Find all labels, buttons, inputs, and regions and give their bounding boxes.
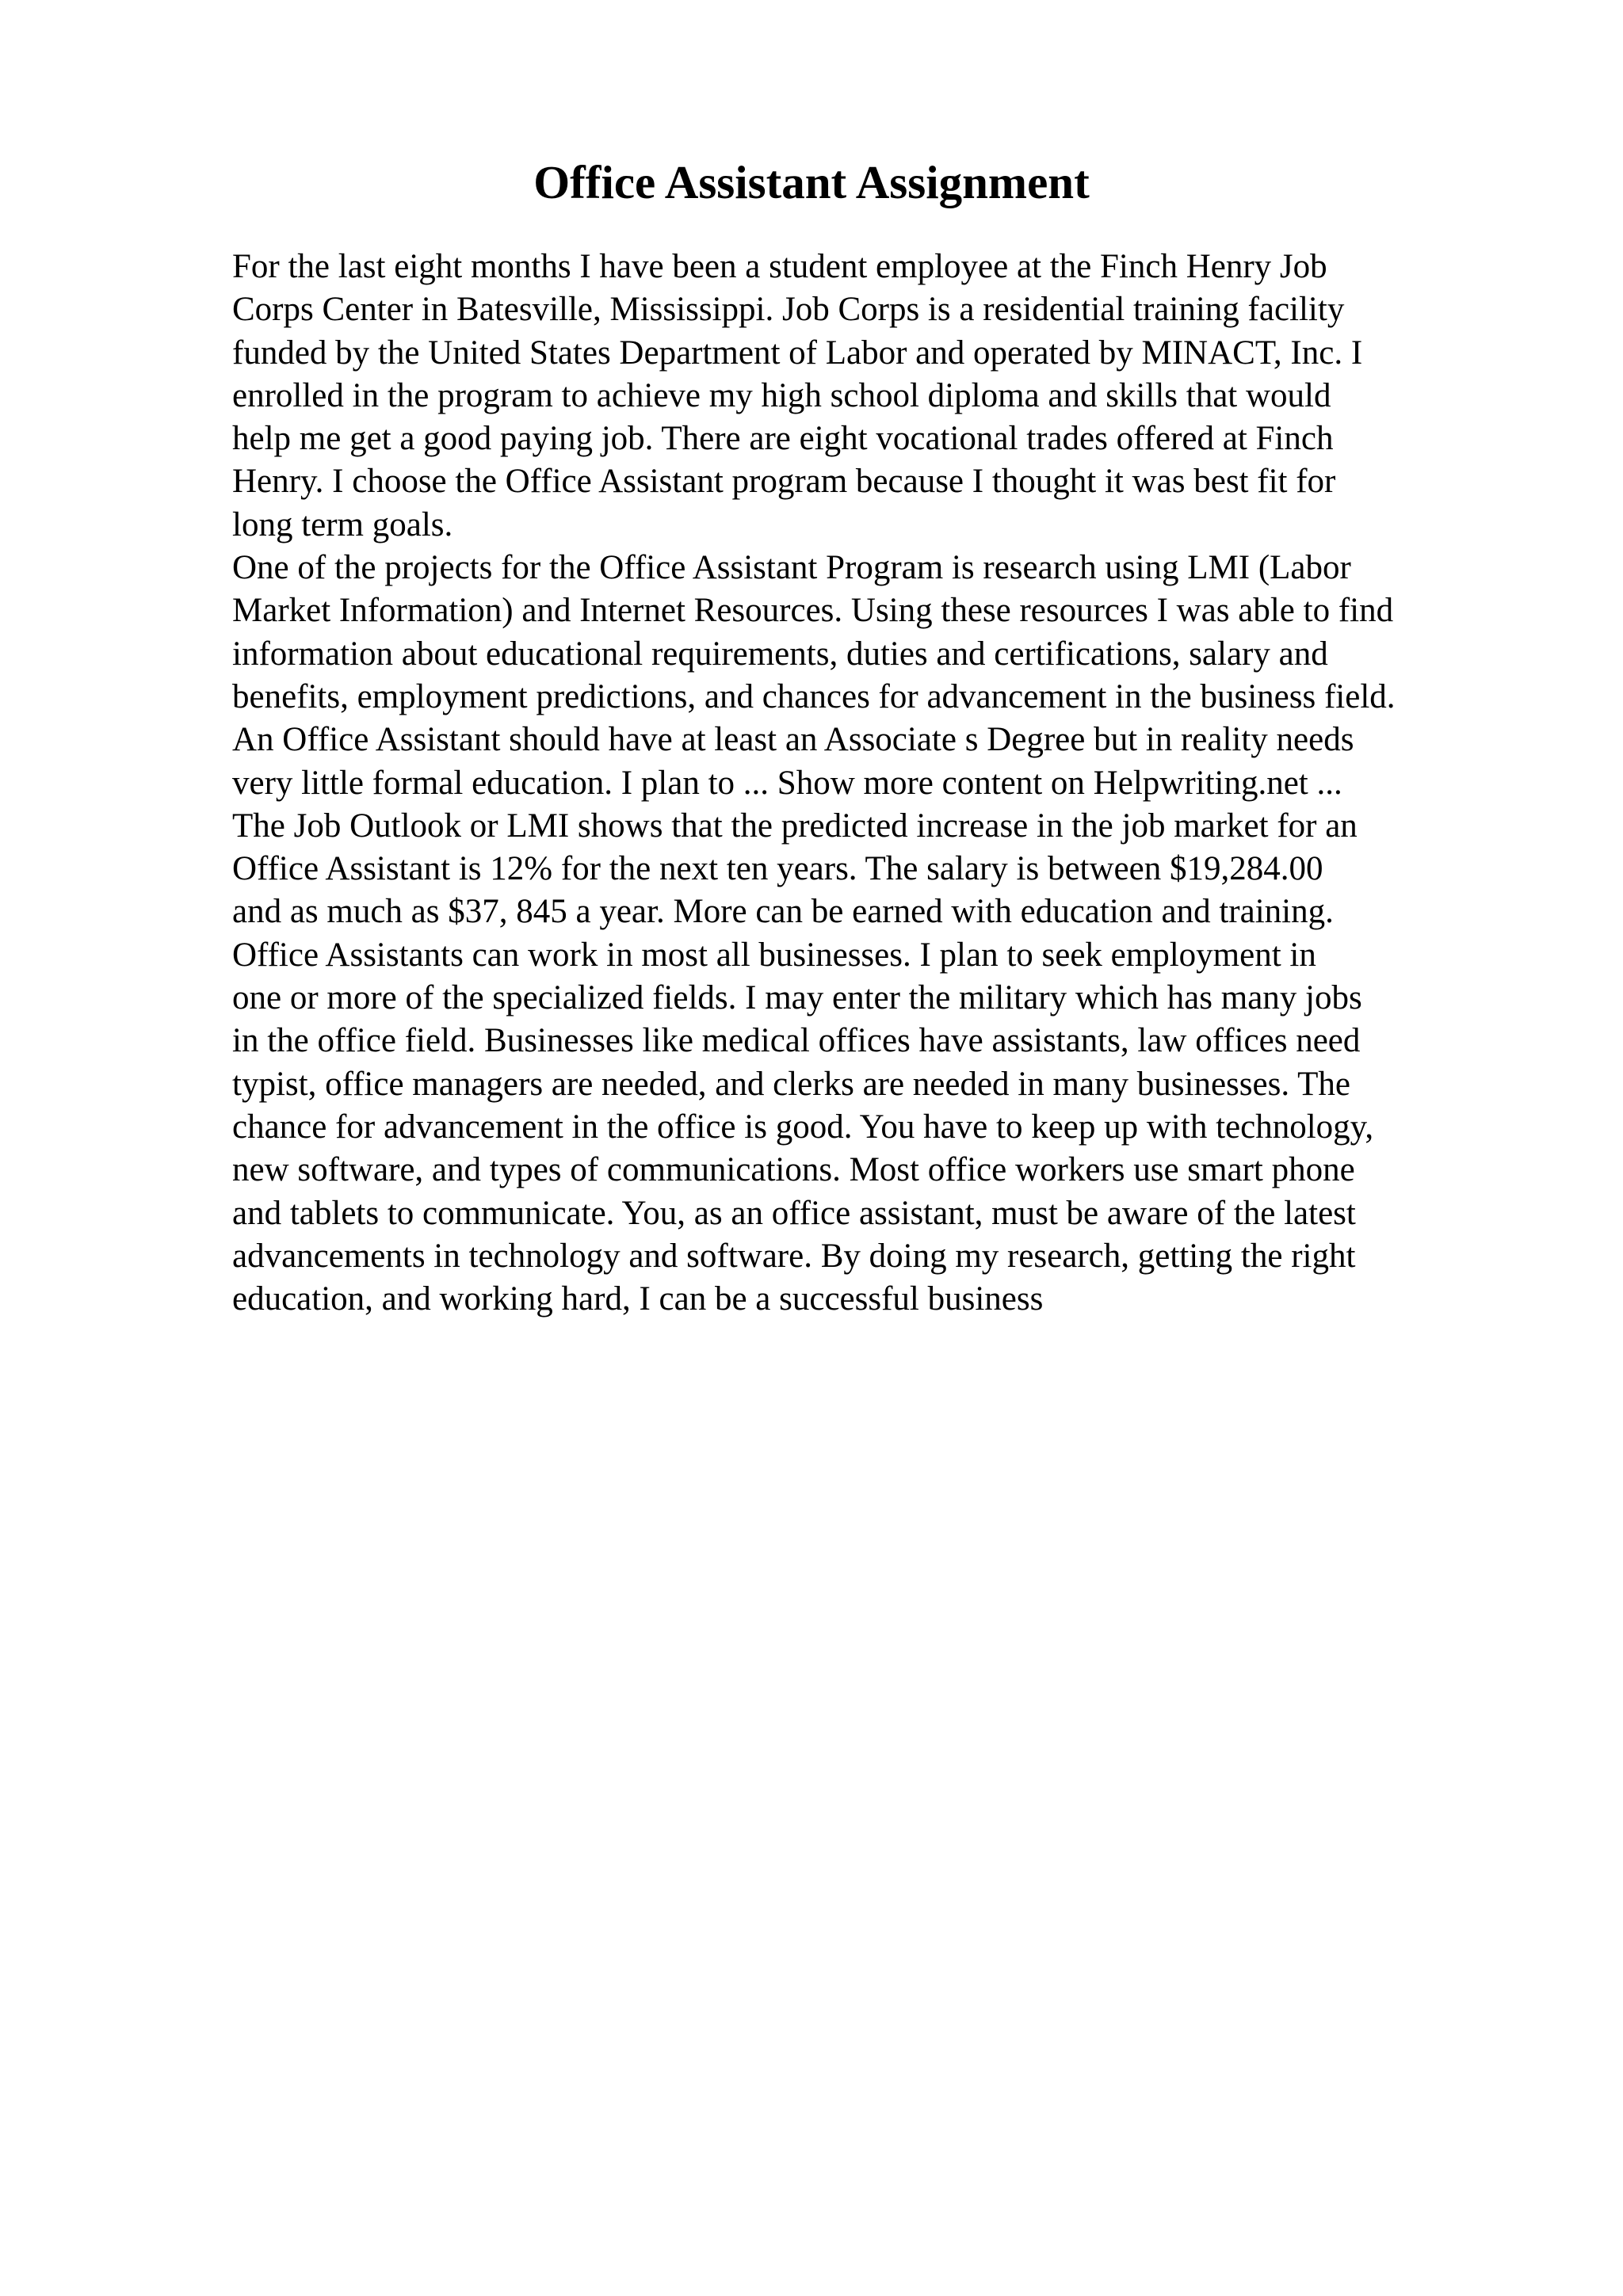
body-line: funded by the United States Department of Labor and operated by MINACT, Inc. I <box>232 334 1363 372</box>
body-line: Office Assistant is 12% for the next ten years. The salary is between $19,284.00 <box>232 850 1323 888</box>
body-line: and as much as $37, 845 a year. More can be earned with education and training. <box>232 893 1334 931</box>
body-line: One of the projects for the Office Assistant Program is research using LMI (Labor <box>232 549 1351 587</box>
document-title: Office Assistant Assignment <box>533 156 1090 208</box>
body-line: long term goals. <box>232 505 453 543</box>
body-line: one or more of the specialized fields. I may enter the military which has many jobs <box>232 979 1362 1017</box>
body-line: information about educational requirements, duties and certifications, salary and <box>232 635 1328 673</box>
body-line: Office Assistants can work in most all businesses. I plan to seek employment in <box>232 936 1316 974</box>
body-line: An Office Assistant should have at least an Associate s Degree but in reality needs <box>232 721 1354 759</box>
body-line: Market Information) and Internet Resources. Using these resources I was able to find <box>232 592 1394 630</box>
body-line: The Job Outlook or LMI shows that the predicted increase in the job market for an <box>232 807 1358 845</box>
body-line: For the last eight months I have been a student employee at the Finch Henry Job <box>232 248 1327 285</box>
body-line: typist, office managers are needed, and clerks are needed in many businesses. The <box>232 1065 1350 1103</box>
body-line: new software, and types of communications. Most office workers use smart phone <box>232 1151 1355 1189</box>
body-line: enrolled in the program to achieve my high school diploma and skills that would <box>232 376 1331 414</box>
body-line: advancements in technology and software. By doing my research, getting the right <box>232 1237 1356 1275</box>
body-line: chance for advancement in the office is good. You have to keep up with technology, <box>232 1108 1374 1146</box>
body-line: very little formal education. I plan to ... Show more content on Helpwriting.net ... <box>232 764 1342 802</box>
body-line: Corps Center in Batesville, Mississippi. Job Corps is a residential training facility <box>232 291 1345 329</box>
body-line: Henry. I choose the Office Assistant program because I thought it was best fit for <box>232 463 1336 501</box>
body-line: and tablets to communicate. You, as an office assistant, must be aware of the latest <box>232 1194 1356 1232</box>
document-body <box>232 246 1579 1321</box>
body-line: benefits, employment predictions, and chances for advancement in the business field. <box>232 677 1396 715</box>
body-line: in the office field. Businesses like medical offices have assistants, law offices need <box>232 1022 1361 1060</box>
body-line: education, and working hard, I can be a successful business <box>232 1280 1044 1318</box>
body-line: help me get a good paying job. There are eight vocational trades offered at Finch <box>232 420 1334 458</box>
